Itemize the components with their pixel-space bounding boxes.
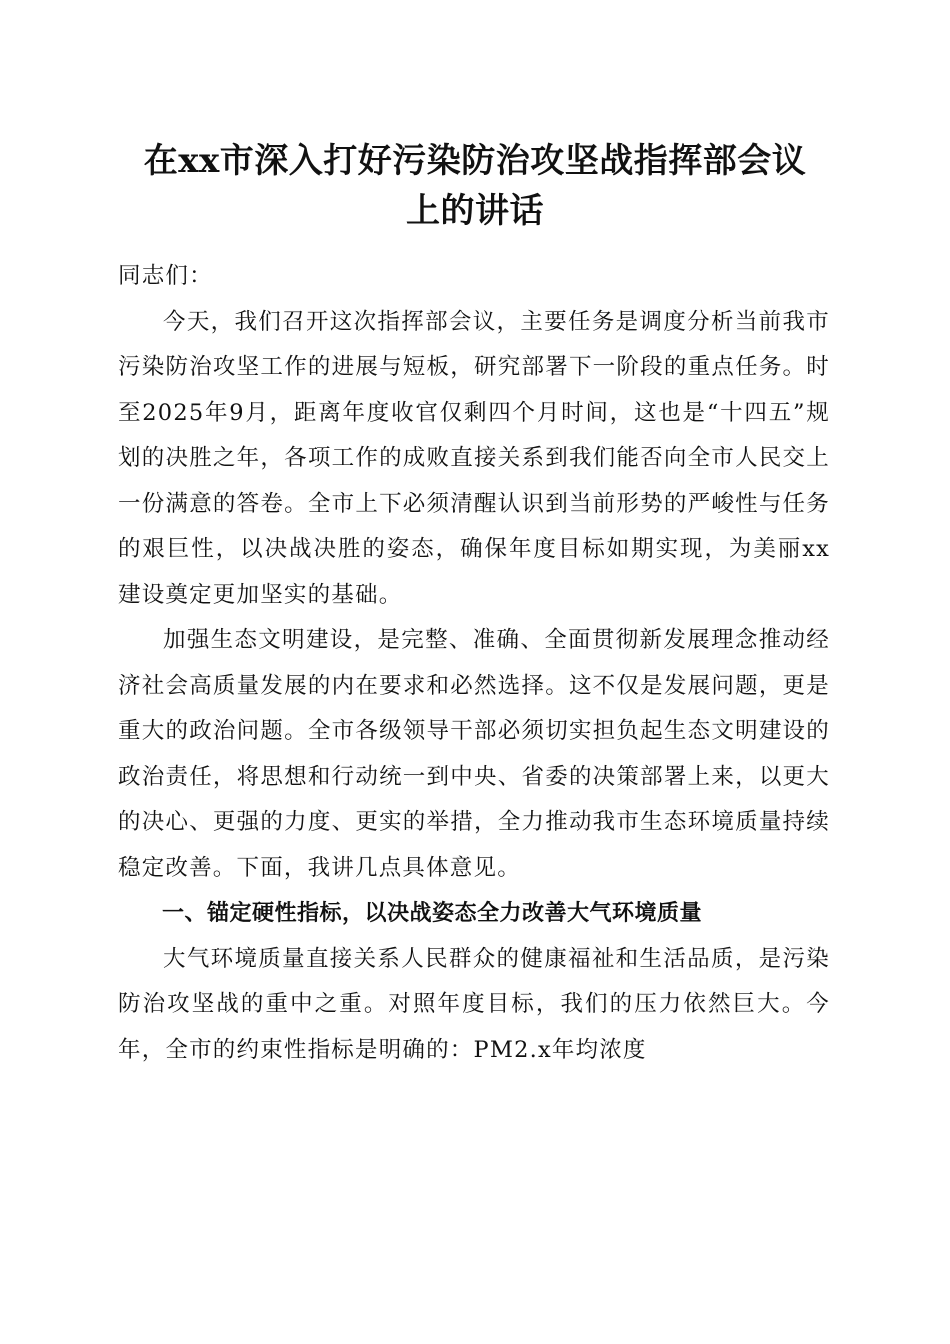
body-paragraph-1: 今天，我们召开这次指挥部会议，主要任务是调度分析当前我市污染防治攻坚工作的进展与短板，研究部署下一阶段的重点任务。时至2025年9月，距离年度收官仅剩四个月时间，这也是“十四五”规划的决胜之年，各项工作的成败直接关系到我们能否向全市人民交上一份满意的答卷。全市上下必须清醒认识到当前形势的严峻性与任务的艰巨性，以决战决胜的姿态，确保年度目标如期实现，为美丽xx建设奠定更加坚实的基础。 [118, 308, 830, 608]
document-body [118, 254, 830, 1073]
title-line-1: 在xx市深入打好污染防治攻坚战指挥部会议 [143, 141, 807, 181]
document-title [100, 136, 850, 236]
title-line-2: 上的讲话 [406, 191, 544, 231]
body-paragraph-2: 加强生态文明建设，是完整、准确、全面贯彻新发展理念推动经济社会高质量发展的内在要求和必然选择。这不仅是发展问题，更是重大的政治问题。全市各级领导干部必须切实担负起生态文明建设的政治责任，将思想和行动统一到中央、省委的决策部署上来，以更大的决心、更强的力度、更实的举措，全力推动我市生态环境质量持续稳定改善。下面，我讲几点具体意见。 [118, 627, 830, 881]
section-heading-1: 一、锚定硬性指标，以决战姿态全力改善大气环境质量 [162, 901, 703, 926]
salutation: 同志们： [118, 263, 213, 289]
section-paragraph-1: 大气环境质量直接关系人民群众的健康福祉和生活品质，是污染防治攻坚战的重中之重。对照年度目标，我们的压力依然巨大。今年，全市的约束性指标是明确的：PM2.x年均浓度 [118, 945, 830, 1063]
